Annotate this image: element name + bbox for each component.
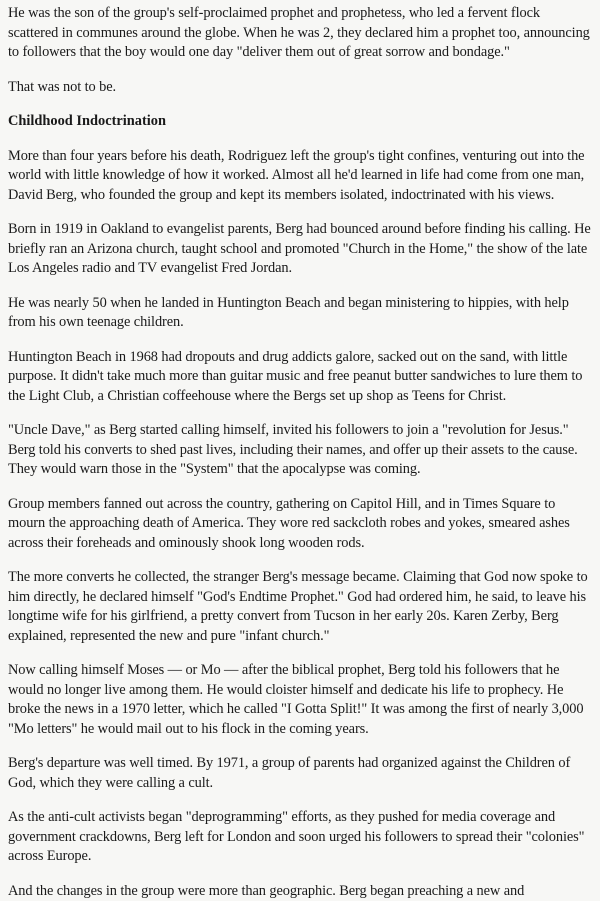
body-paragraph: Huntington Beach in 1968 had dropouts and drug addicts galore, sacked out on the sand, with little purpose. It didn't take much more than guitar music and free peanut butter sandwiches to lure them to the Light Club, a Christian coffeehouse where the Bergs set up shop as Teens for Christ. (8, 348, 592, 407)
body-paragraph: Now calling himself Moses — or Mo — after the biblical prophet, Berg told his followers that he would no longer live among them. He would cloister himself and dedicate his life to prophecy. He broke the news in a 1970 letter, which he called "I Gotta Split!" It was among the first of nearly 3,000 "Mo letters" he would mail out to his flock in the coming years. (8, 661, 592, 739)
intro-paragraph: That was not to be. (8, 78, 592, 98)
body-paragraph: As the anti-cult activists began "deprogramming" efforts, as they pushed for media coverage and government crackdowns, Berg left for London and soon urged his followers to spread their "colonies" across Europe. (8, 808, 592, 867)
body-paragraph: Born in 1919 in Oakland to evangelist parents, Berg had bounced around before finding his calling. He briefly ran an Arizona church, taught school and promoted "Church in the Home," the show of the late Los Angeles radio and TV evangelist Fred Jordan. (8, 220, 592, 279)
body-paragraph: And the changes in the group were more than geographic. Berg began preaching a new and (8, 882, 592, 901)
body-paragraph: Berg's departure was well timed. By 1971, a group of parents had organized against the Children of God, which they were calling a cult. (8, 754, 592, 793)
section-heading: Childhood Indoctrination (8, 112, 592, 132)
body-paragraph: More than four years before his death, Rodriguez left the group's tight confines, venturing out into the world with little knowledge of how it worked. Almost all he'd learned in life had come from one man, David Berg, who founded the group and kept its members isolated, indoctrinated with his views. (8, 147, 592, 206)
body-paragraph: The more converts he collected, the stranger Berg's message became. Claiming that God now spoke to him directly, he declared himself "God's Endtime Prophet." God had ordered him, he said, to leave his longtime wife for his girlfriend, a pretty convert from Tucson in her early 20s. Karen Zerby, Berg explained, represented the new and pure "infant church." (8, 568, 592, 646)
body-paragraph: He was nearly 50 when he landed in Huntington Beach and began ministering to hippies, with help from his own teenage children. (8, 294, 592, 333)
intro-paragraph: He was the son of the group's self-proclaimed prophet and prophetess, who led a fervent flock scattered in communes around the globe. When he was 2, they declared him a prophet too, announcing to followers that the boy would one day "deliver them out of great sorrow and bondage." (8, 4, 592, 63)
body-paragraph: Group members fanned out across the country, gathering on Capitol Hill, and in Times Square to mourn the approaching death of America. They wore red sackcloth robes and yokes, smeared ashes across their foreheads and ominously shook long wooden rods. (8, 495, 592, 554)
body-paragraph: "Uncle Dave," as Berg started calling himself, invited his followers to join a "revolution for Jesus." Berg told his converts to shed past lives, including their names, and offer up their assets to the cause. They would warn those in the "System" that the apocalypse was coming. (8, 421, 592, 480)
